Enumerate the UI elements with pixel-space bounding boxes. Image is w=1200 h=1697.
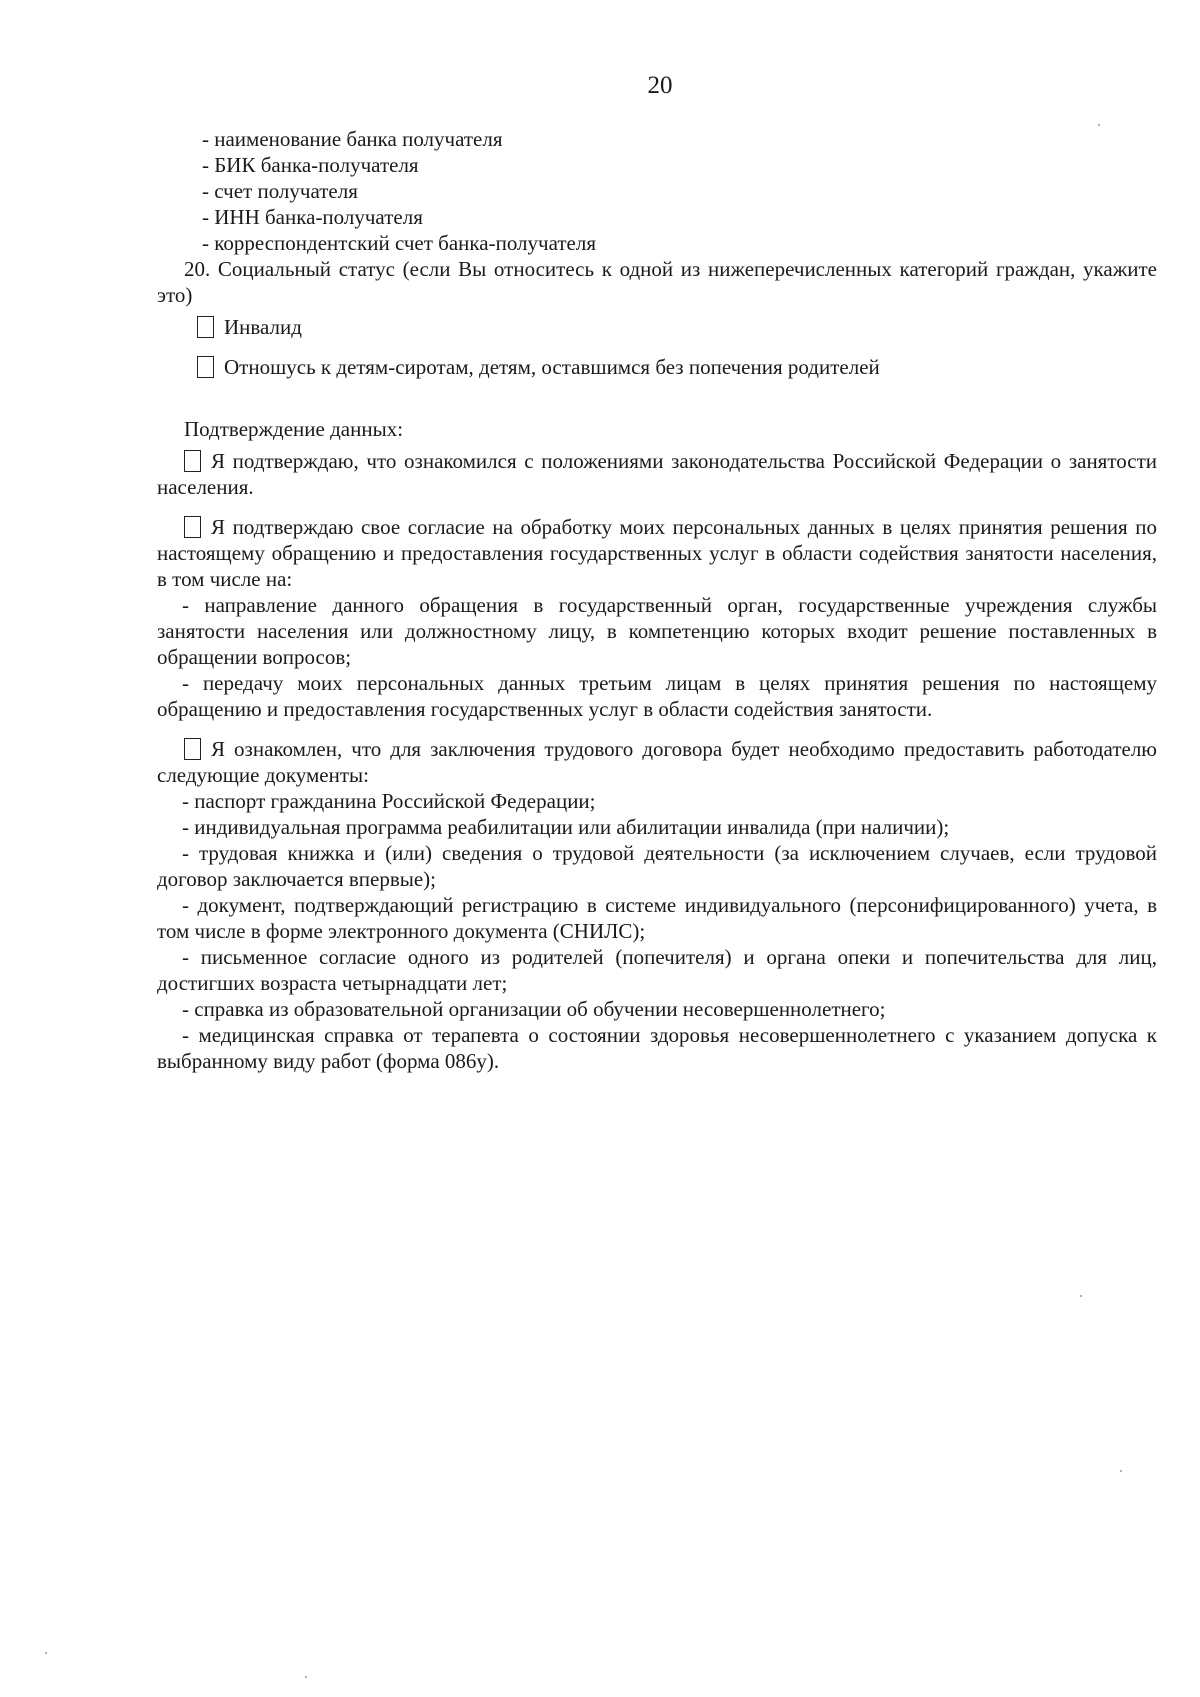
ack-law-checkbox[interactable] [184, 450, 201, 472]
disabled-checkbox[interactable] [197, 316, 214, 338]
ack-law-paragraph [157, 448, 1157, 500]
consent-intro-text: Я подтверждаю свое согласие на обработку моих персональных данных в целях принятия решения по настоящему обращению и предоставления государственных услуг в области содействия занятости населения, в том числе на: [157, 515, 1157, 591]
bank-fields-list [157, 126, 1157, 256]
docs-checkbox[interactable] [184, 738, 201, 760]
docs-item: - паспорт гражданина Российской Федерации; [182, 789, 596, 813]
option-disabled-row [157, 314, 1157, 340]
bank-field-item: - наименование банка получателя [202, 127, 503, 151]
option-orphan-label: Отношусь к детям-сиротам, детям, оставшимся без попечения родителей [224, 355, 880, 379]
scan-speck [1120, 1470, 1122, 1472]
option-orphan-row [157, 354, 1157, 380]
consent-item: - направление данного обращения в государственный орган, государственные учреждения службы занятости населения или должностному лицу, в компетенцию которых входит решение поставленных в обращении вопросов; [157, 593, 1157, 669]
docs-item: - трудовая книжка и (или) сведения о трудовой деятельности (за исключением случаев, если трудовой договор заключается впервые); [157, 841, 1157, 891]
consent-checkbox[interactable] [184, 516, 201, 538]
page-content [157, 126, 1157, 1074]
social-status-question: 20. Социальный статус (если Вы относитесь к одной из нижеперечисленных категорий граждан, укажите это) [157, 257, 1157, 307]
docs-item: - медицинская справка от терапевта о состоянии здоровья несовершеннолетнего с указанием допуска к выбранному виду работ (форма 086у). [157, 1023, 1157, 1073]
page-number: 20 [647, 72, 673, 99]
scan-speck [305, 1676, 307, 1678]
scan-speck [1080, 1295, 1082, 1297]
consent-paragraph [157, 514, 1157, 592]
ack-law-text: Я подтверждаю, что ознакомился с положениями законодательства Российской Федерации о занятости населения. [157, 449, 1157, 499]
docs-item: - индивидуальная программа реабилитации или абилитации инвалида (при наличии); [182, 815, 950, 839]
docs-intro-text: Я ознакомлен, что для заключения трудового договора будет необходимо предоставить работодателю следующие документы: [157, 737, 1157, 787]
scan-speck [1098, 124, 1100, 126]
bank-field-item: - корреспондентский счет банка-получателя [202, 231, 597, 255]
option-disabled-label: Инвалид [224, 315, 302, 339]
docs-paragraph [157, 736, 1157, 788]
docs-item: - документ, подтверждающий регистрацию в системе индивидуального (персонифицированного) учета, в том числе в форме электронного документа (СНИЛС); [157, 893, 1157, 943]
consent-item: - передачу моих персональных данных третьим лицам в целях принятия решения по настоящему обращению и предоставления государственных услуг в области содействия занятости. [157, 671, 1157, 721]
scan-speck [45, 1652, 47, 1654]
bank-field-item: - БИК банка-получателя [202, 153, 419, 177]
bank-field-item: - счет получателя [202, 179, 358, 203]
docs-item: - письменное согласие одного из родителей (попечителя) и органа опеки и попечительства для лиц, достигших возраста четырнадцати лет; [157, 945, 1157, 995]
orphan-checkbox[interactable] [197, 356, 214, 378]
bank-field-item: - ИНН банка-получателя [202, 205, 423, 229]
confirmation-heading: Подтверждение данных: [184, 417, 404, 441]
docs-item: - справка из образовательной организации об обучении несовершеннолетнего; [182, 997, 886, 1021]
